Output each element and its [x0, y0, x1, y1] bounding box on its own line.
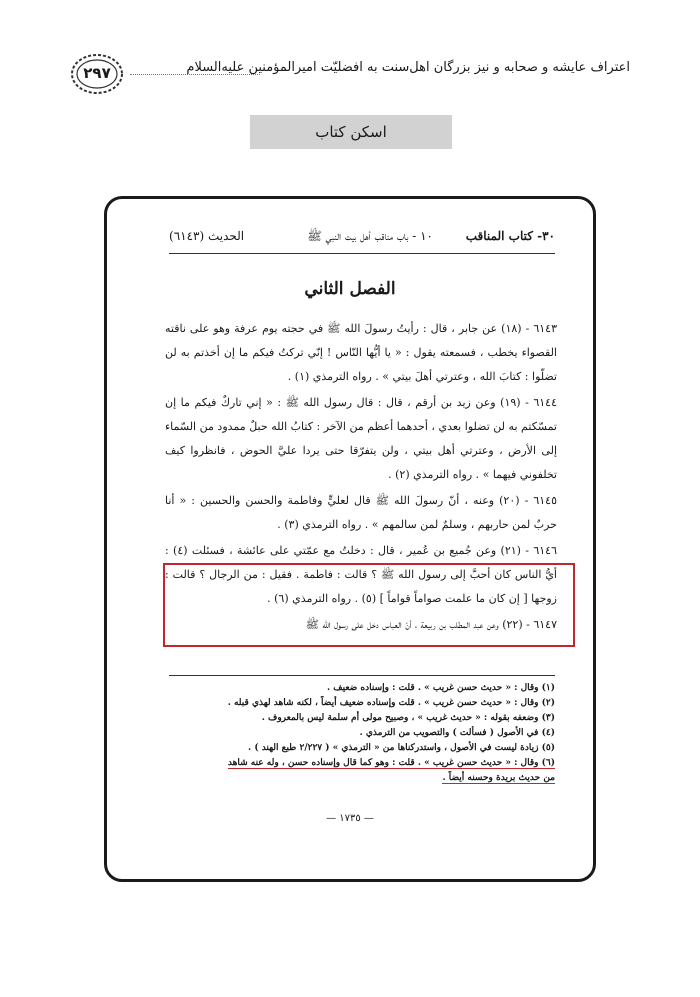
book-running-head — [169, 229, 555, 251]
book-section: ١٠ - باب مناقب أهل بيت النبي ﷺ — [307, 229, 433, 243]
hadith-paragraph: ٦١٤٣ - (١٨) عن جابر ، قال : رأيتُ رسولَ الله ﷺ في حجته يوم عرفة وهو على ناقته القصواء يخطب ، فسمعته يقول : « يا أيُّها النّاس ! إنّي تركتُ فيكم ما إن أخذتم به لن تضلّوا : كتابَ الله ، وعترتي أهلَ بيتي » . رواه الترمذي (١) . — [165, 322, 557, 383]
footnote-underlined — [169, 771, 555, 786]
hadith-paragraph: ٦١٤٥ - (٢٠) وعنه ، أنّ رسولَ الله ﷺ قال لعليٍّ وفاطمة والحسن والحسين : « أنا حربٌ لمن حاربهم ، وسلمٌ لمن سالمهم » . رواه الترمذي (٣) . — [165, 494, 557, 531]
book-scan-frame — [104, 196, 596, 882]
footnote: (٢) وقال : « حديث حسن غريب » . قلت وإسناده ضعيف أيضاً ، لكنه شاهد لهذي قبله . — [227, 698, 555, 708]
hadith-paragraph: ٦١٤٤ - (١٩) وعن زيد بن أرقم ، قال : قال رسول الله ﷺ : « إني تاركٌ فيكم ما إن تمسّكتم به لن تضلوا بعدي ، أحدهما أعظم من الآخر : كتابُ الله حبلٌ ممدود من السّماء إلى الأرض ، وعترتي أهل بيتي ، ولن يتفرّقا حتى يردا عليَّ الحوض ، فانظروا كيف تخلفوني فيهما » . رواه الترمذي (٢) . — [165, 396, 557, 481]
scan-label: اسکن کتاب — [250, 115, 452, 149]
footnote-underlined-text: (٦) وقال : « حديث حسن غريب » . قلت : وهو كما قال وإسناده حسن ، وله عنه شاهد — [227, 758, 555, 768]
book-chapter: ۳۰- كتاب المناقب — [465, 229, 555, 243]
page-number: ۲۹۷ — [83, 64, 111, 82]
footnote: (٥) زيادة ليست في الأصول ، واستدركناها من « الترمذي » ( ٢/٢٢٧ طبع الهند ) . — [248, 743, 555, 753]
footnotes — [169, 681, 555, 786]
hadith-paragraph: ٦١٤٧ - (٢٢) وعن عبد المطلب بن ربيعة ، أنّ العباس دخل على رسول الله ﷺ — [305, 618, 557, 631]
hadith-paragraph-highlighted: ٦١٤٦ - (٢١) وعن جُميع بن عُمير ، قال : دخلتُ مع عمّتي على عائشة ، فسئلت (٤) : أيُّ الناس كان أحبَّ إلى رسول الله ﷺ ؟ قالت : فاطمة . فقيل : من الرجال ؟ قالت : زوجها [ إن كان ما علمت صواماً قواماً ] (٥) . رواه الترمذي (٦) . — [165, 544, 557, 605]
footnote-underlined-text: من حديث بريدة وحسنه أيضاً . — [442, 773, 555, 783]
book-page-number: — ١٧٣٥ — — [326, 813, 374, 824]
footnote: (١) وقال : « حديث حسن غريب » . قلت : وإسناده ضعيف . — [327, 683, 555, 693]
book-section-title: الفصل الثاني — [304, 279, 396, 299]
footnote: (٤) في الأصول ( فسألت ) والتصويب من الترمذي . — [359, 728, 555, 738]
book-head-rule — [169, 253, 555, 254]
footnote-underlined — [169, 756, 555, 771]
footnote: (٣) وضعفه بقوله : « حديث غريب » ، وصبيح مولى أم سلمة ليس بالمعروف . — [261, 713, 555, 723]
header-title: اعتراف عایشه و صحابه و نیز بزرگان اهل‌سنت به افضلیّت امیرالمؤمنین علیه‌السلام — [186, 60, 630, 75]
footnote-rule — [169, 675, 555, 676]
page-number-badge — [70, 52, 124, 96]
highlight-box — [163, 563, 575, 647]
page-header — [70, 52, 630, 96]
book-hadith-range: الحديث (٦١٤٣) — [169, 229, 245, 243]
